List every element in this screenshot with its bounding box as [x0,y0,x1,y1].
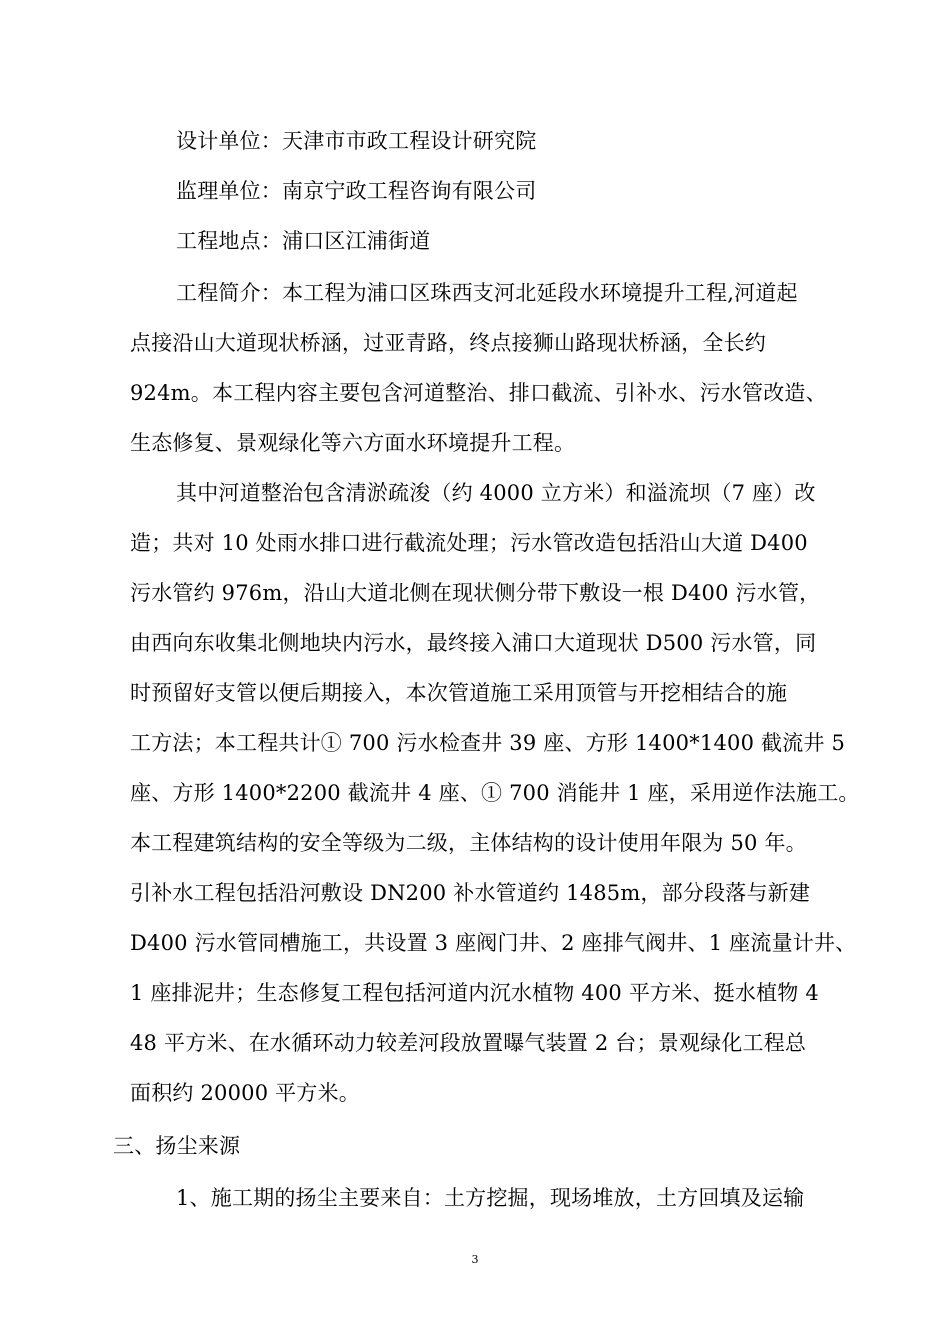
details-line-1: 其中河道整治包含清淤疏浚（约 4000 立方米）和溢流坝（7 座）改 [176,481,816,505]
page-number: 3 [471,1253,479,1266]
project-summary-line-2: 点接沿山大道现状桥涵，过亚青路，终点接狮山路现状桥涵，全长约 [130,331,766,355]
details-line-11: 1 座排泥井；生态修复工程包括河道内沉水植物 400 平方米、挺水植物 4 [130,981,819,1005]
details-line-5: 时预留好支管以便后期接入，本次管道施工采用顶管与开挖相结合的施 [130,681,788,705]
design-unit-line: 设计单位：天津市市政工程设计研究院 [176,129,537,153]
details-line-12: 48 平方米、在水循环动力较差河段放置曝气装置 2 台；景观绿化工程总 [130,1031,807,1055]
project-summary-line-3: 924m。本工程内容主要包含河道整治、排口截流、引补水、污水管改造、 [130,381,827,405]
details-line-4: 由西向东收集北侧地块内污水，最终接入浦口大道现状 D500 污水管，同 [130,631,817,655]
details-line-6: 工方法；本工程共计① 700 污水检查井 39 座、方形 1400*1400 截流井 5 [130,731,846,755]
project-summary-line-1: 工程简介：本工程为浦口区珠西支河北延段水环境提升工程,河道起 [176,281,798,305]
details-line-2: 造；共对 10 处雨水排口进行截流处理；污水管改造包括沿山大道 D400 [130,531,808,555]
details-line-8: 本工程建筑结构的安全等级为二级，主体结构的设计使用年限为 50 年。 [130,831,807,855]
section-heading-dust-sources: 三、扬尘来源 [113,1134,241,1158]
details-line-7: 座、方形 1400*2200 截流井 4 座、① 700 消能井 1 座，采用逆作法施工。 [130,781,860,805]
dust-source-item-1: 1、施工期的扬尘主要来自：土方挖掘，现场堆放，土方回填及运输 [176,1186,805,1210]
project-location-line: 工程地点：浦口区江浦街道 [176,229,431,253]
project-summary-line-4: 生态修复、景观绿化等六方面水环境提升工程。 [130,431,576,455]
supervision-unit-line: 监理单位：南京宁政工程咨询有限公司 [176,179,537,203]
details-line-3: 污水管约 976m，沿山大道北侧在现状侧分带下敷设一根 D400 污水管， [130,581,821,605]
details-line-13: 面积约 20000 平方米。 [130,1081,360,1105]
details-line-10: D400 污水管同槽施工，共设置 3 座阀门井、2 座排气阀井、1 座流量计井、 [130,931,857,955]
details-line-9: 引补水工程包括沿河敷设 DN200 补水管道约 1485m，部分段落与新建 [130,881,811,905]
